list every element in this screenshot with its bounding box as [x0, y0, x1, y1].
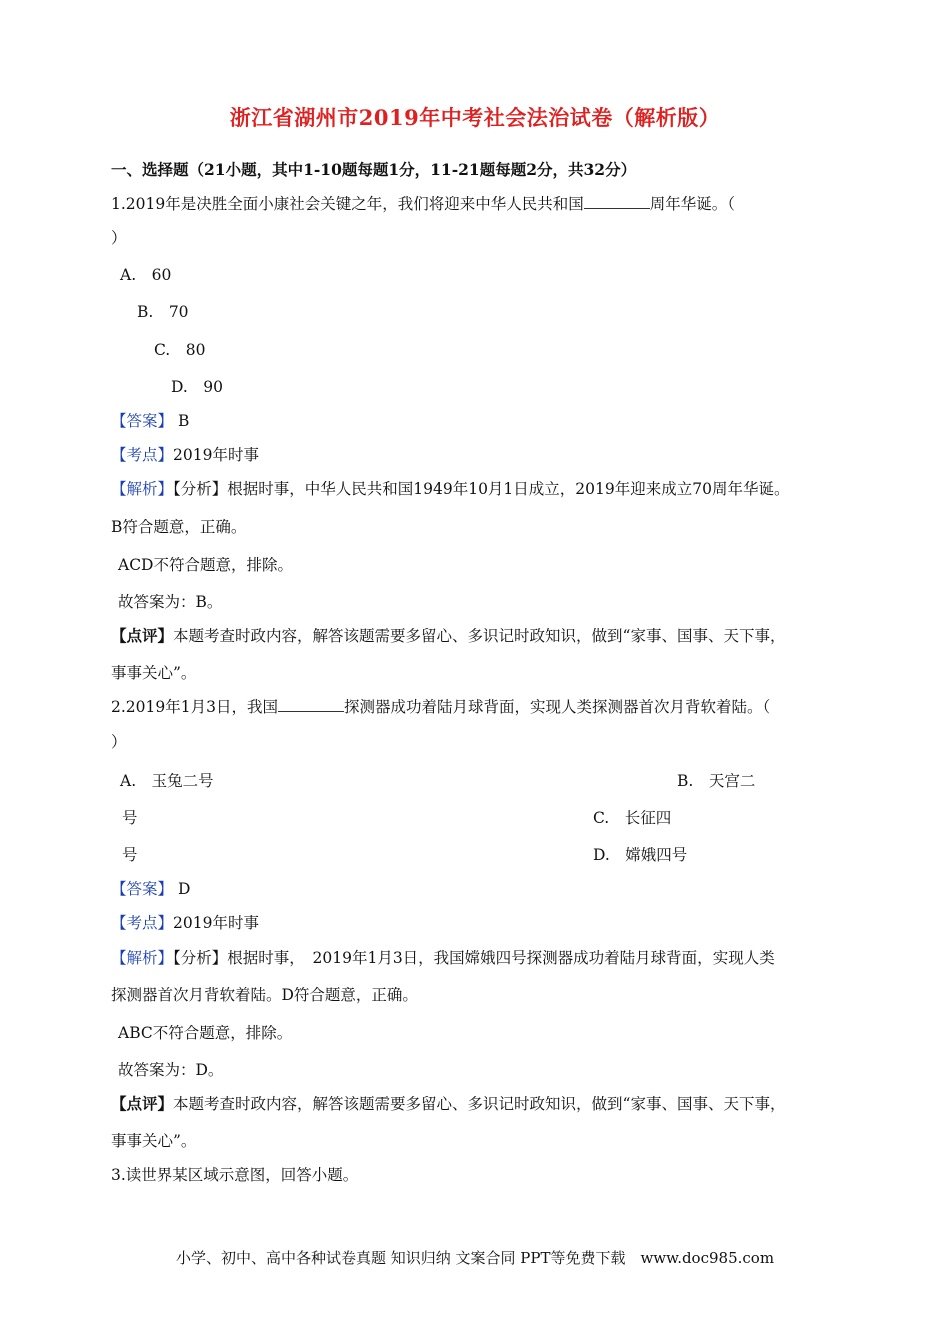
answer-value: D — [173, 880, 191, 898]
question-1-analysis-line-3: ACD不符合题意，排除。 — [118, 556, 293, 574]
analysis-text: 【分析】根据时事， 2019年1月3日，我国嫦娥四号探测器成功着陆月球背面，实现人类 — [173, 949, 775, 967]
question-2-answer — [111, 879, 190, 899]
answer-value: B — [173, 412, 190, 430]
question-2-stem — [111, 697, 770, 717]
comment-text: 本题考查时政内容，解答该题需要多留心、多识记时政知识，做到“家事、国事、天下事， — [173, 1095, 786, 1113]
question-2-option-c-cont: 号 — [122, 846, 138, 864]
question-1-option-c: C. 80 — [154, 341, 206, 359]
question-1-analysis-line-4: 故答案为：B。 — [118, 593, 223, 611]
question-1-stem-text: 1.2019年是决胜全面小康社会关键之年，我们将迎来中华人民共和国 — [111, 195, 584, 213]
question-1-analysis — [111, 479, 789, 499]
question-2-option-b-cont: 号 — [122, 809, 138, 827]
question-2-point — [111, 913, 259, 933]
point-value: 2019年时事 — [173, 914, 259, 932]
point-tag: 【考点】 — [111, 446, 174, 464]
comment-text: 本题考查时政内容，解答该题需要多留心、多识记时政知识，做到“家事、国事、天下事， — [173, 627, 786, 645]
comment-tag: 【点评】 — [111, 626, 174, 645]
analysis-tag: 【解析】 — [111, 480, 174, 498]
question-2-close-paren: ） — [111, 733, 127, 751]
question-1-option-d: D. 90 — [171, 378, 224, 396]
question-1-point — [111, 445, 259, 465]
comment-tag: 【点评】 — [111, 1094, 174, 1113]
question-1-analysis-line-2: B符合题意，正确。 — [111, 518, 247, 536]
question-2-comment — [111, 1094, 785, 1114]
question-2-option-c: C. 长征四 — [593, 809, 672, 827]
answer-blank — [278, 697, 344, 712]
question-1-close-paren: ） — [111, 229, 127, 247]
question-2-option-b: B. 天宫二 — [677, 772, 756, 790]
page-footer: 小学、初中、高中各种试卷真题 知识归纳 文案合同 PPT等免费下载 www.doc985.com — [175, 1249, 775, 1267]
answer-tag: 【答案】 — [111, 880, 174, 898]
question-2-option-a: A. 玉兔二号 — [120, 772, 214, 790]
question-2-analysis-line-3: ABC不符合题意，排除。 — [118, 1024, 293, 1042]
document-title: 浙江省湖州市2019年中考社会法治试卷（解析版） — [229, 105, 721, 130]
section-heading: 一、选择题（21小题，其中1-10题每题1分，11-21题每题2分，共32分） — [111, 160, 637, 179]
question-2-option-d: D. 嫦娥四号 — [593, 846, 688, 864]
question-2-stem-text: 2.2019年1月3日，我国 — [111, 698, 278, 716]
point-value: 2019年时事 — [173, 446, 259, 464]
point-tag: 【考点】 — [111, 914, 174, 932]
analysis-text: 【分析】根据时事，中华人民共和国1949年10月1日成立，2019年迎来成立70周年华诞。 — [173, 480, 790, 498]
question-1-option-a: A. 60 — [120, 266, 172, 284]
analysis-tag: 【解析】 — [111, 949, 174, 967]
question-1-option-b: B. 70 — [137, 303, 189, 321]
question-2-stem-tail: 探测器成功着陆月球背面，实现人类探测器首次月背软着陆。（ — [343, 698, 771, 716]
question-2-analysis-line-4: 故答案为：D。 — [118, 1061, 224, 1079]
question-3-stem: 3.读世界某区域示意图，回答小题。 — [111, 1166, 359, 1184]
question-2-analysis-line-2: 探测器首次月背软着陆。D符合题意，正确。 — [111, 986, 418, 1004]
question-1-stem — [111, 194, 735, 214]
answer-blank — [584, 194, 650, 209]
question-1-stem-tail: 周年华诞。（ — [649, 195, 736, 213]
question-2-comment-line-2: 事事关心”。 — [111, 1132, 197, 1150]
answer-tag: 【答案】 — [111, 412, 174, 430]
question-1-comment — [111, 626, 785, 646]
question-1-comment-line-2: 事事关心”。 — [111, 664, 197, 682]
question-1-answer — [111, 411, 189, 431]
question-2-analysis — [111, 948, 775, 968]
